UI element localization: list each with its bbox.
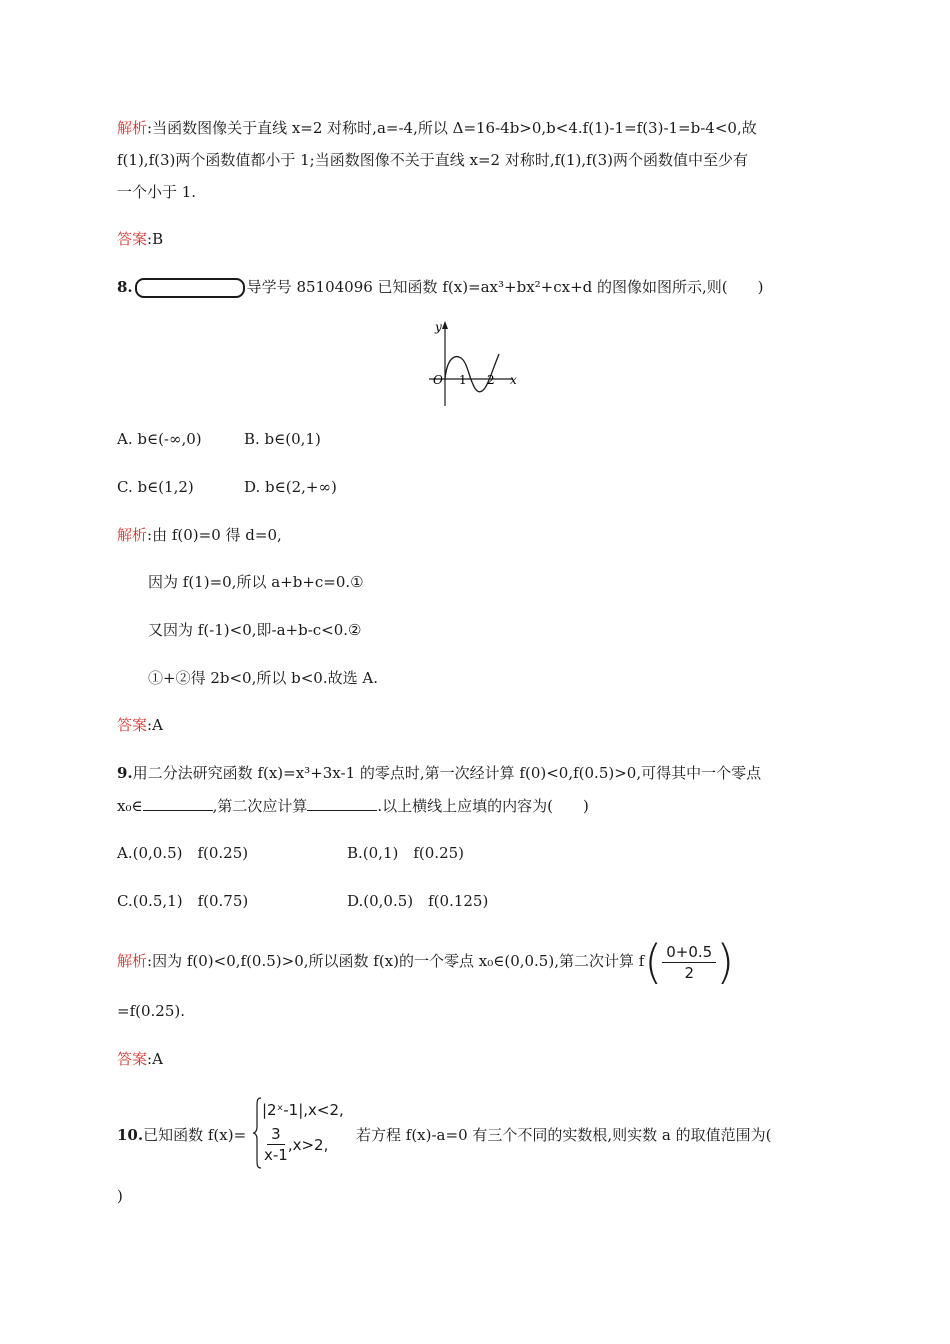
q8-jiexi-label: 解析 [117,526,148,544]
q8-stem [117,277,764,298]
q8-option-c: C. b∈(1,2) [117,478,194,496]
q8-solution-line3: 又因为 f(-1)<0,即-a+b-c<0.② [148,621,362,639]
q8-answer-label: 答案 [117,716,148,734]
q9-solution-line2: =f(0.25). [117,1002,185,1020]
q9-answer [117,1049,163,1069]
q9-stem-text2b: ,第二次应计算 [212,797,308,815]
q10-case2-num: 3 [267,1124,285,1145]
q9-jiexi-label: 解析 [117,952,148,970]
q8-option-a: A. b∈(-∞,0) [117,430,202,448]
q9-number: 9. [117,764,133,782]
q7-answer-value: :B [147,230,164,248]
q10-case2-fraction [264,1124,288,1165]
tick-2-label: 2 [487,373,495,387]
y-axis-arrow [442,321,448,329]
q7-solution-line1 [117,118,757,138]
q9-stem-text2c: .以上横线上应填的内容为( ) [377,797,589,815]
tick-1-label: 1 [459,373,467,387]
q9-blank-2 [307,796,377,811]
q9-right-paren: ) [716,935,735,989]
q9-option-b: B.(0,1) f(0.25) [347,844,465,862]
q8-solution-text1: :由 f(0)=0 得 d=0, [147,526,282,544]
q10-close-paren: ) [117,1187,123,1205]
q10-case2-cond: ,x>2, [287,1135,329,1154]
q9-option-a: A.(0,0.5) f(0.25) [117,844,249,862]
q9-solution-line1 [117,933,734,989]
q9-solution-text1: :因为 f(0)<0,f(0.5)>0,所以函数 f(x)的一个零点 x₀∈(0,0.5),第二次计算 f [147,952,645,970]
q10-stem-suffix: 若方程 f(x)-a=0 有三个不同的实数根,则实数 a 的取值范围为( [356,1126,772,1144]
q9-frac-num: 0+0.5 [662,942,716,963]
q7-solution-line3: 一个小于 1. [117,183,197,201]
q8-option-b: B. b∈(0,1) [244,430,321,448]
q8-graph [425,318,520,413]
q10-brace [252,1097,262,1169]
q8-solution-line1 [117,525,282,545]
q7-solution-line2: f(1),f(3)两个函数值都小于 1;当函数图像不关于直线 x=2 对称时,f(1),f(3)两个函数值中至少有 [117,151,748,169]
q10-prefix-text: 已知函数 f(x)= [143,1126,247,1144]
q7-solution-text1: :当函数图像关于直线 x=2 对称时,a=-4,所以 Δ=16-4b>0,b<4.f(1)-1=f(3)-1=b-4<0,故 [147,119,757,137]
q9-option-c: C.(0.5,1) f(0.75) [117,892,249,910]
q7-answer-label: 答案 [117,230,148,248]
q9-stem-text1: 用二分法研究函数 f(x)=x³+3x-1 的零点时,第一次经计算 f(0)<0,f(0.5)>0,可得其中一个零点 [132,764,762,782]
q8-answer [117,715,163,735]
q9-stem-line2 [117,796,589,816]
q8-solution-line2: 因为 f(1)=0,所以 a+b+c=0.① [148,573,364,591]
q9-option-d: D.(0,0.5) f(0.125) [347,892,489,910]
q8-option-d: D. b∈(2,+∞) [244,478,337,496]
q10-case2 [264,1124,328,1165]
q9-left-paren: ( [644,935,663,989]
q10-number: 10. [117,1126,144,1144]
q10-case1: |2ˣ-1|,x<2, [262,1101,344,1119]
q10-stem-prefix [117,1125,246,1145]
origin-label: O [433,373,443,387]
q7-jiexi-label: 解析 [117,119,148,137]
q9-answer-value: :A [147,1050,163,1068]
q8-number: 8. [117,278,133,296]
q8-text: 导学号 85104096 已知函数 f(x)=ax³+bx²+cx+d 的图像如图所示,则( ) [246,278,764,296]
q10-case2-den: x-1 [264,1146,288,1164]
x-label: x [510,373,517,387]
q8-badge [135,278,245,298]
q9-frac-den: 2 [684,963,694,982]
q7-answer [117,229,163,249]
q8-solution-line4: ①+②得 2b<0,所以 b<0.故选 A. [148,669,378,687]
q9-stem-line1 [117,763,761,783]
q9-blank-1 [143,796,213,811]
q9-answer-label: 答案 [117,1050,148,1068]
q8-answer-value: :A [147,716,163,734]
q9-stem-text2a: x₀∈ [117,797,143,815]
q9-fraction [662,942,716,983]
y-label: y [435,320,442,334]
